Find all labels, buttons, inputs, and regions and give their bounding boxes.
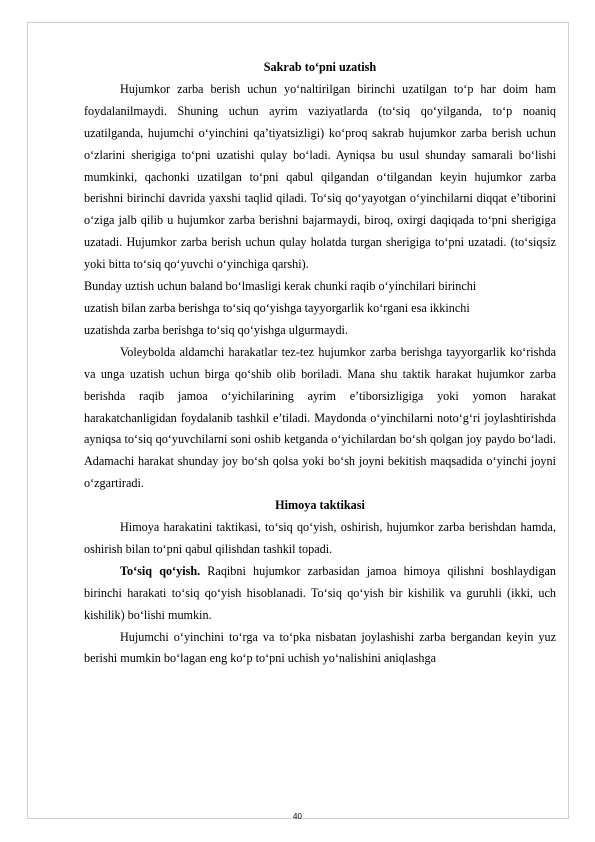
paragraph-6: Hujumchi o‘yinchini to‘rga va to‘pka nisbatan joylashishi zarba bergandan keyin yuz berishi mumkin bo‘lagan eng ko‘p to‘pni uchish yo‘nalishini aniqlashga bbox=[84, 629, 556, 666]
paragraph-4: Himoya harakatini taktikasi, to‘siq qo‘yish, oshirish, hujumkor zarba berishdan hamda, oshirish bilan to‘pni qabul qilishdan tashkil topadi. bbox=[84, 520, 556, 556]
paragraph-1: Hujumkor zarba berish uchun yo‘naltirilgan birinchi uzatilgan to‘p har doim ham foydalanilmaydi. Shuning uchun ayrim vaziyatlarda (to‘siq qo‘yilganda, to‘p noaniq uzatilganda, hujumchi o‘yinchini qa’tiyatsizligi) ko‘proq sakrab hujumkor zarba berish uchun o‘zlarini sherigiga to‘pni uzatishi qulay bo‘ladi. Ayniqsa bu usul shunday samarali bo‘lishi mumkinki, qachonki uzatilgan to‘pni qabul qilgandan o‘tilgandan keyin hujumkor zarba berishni birinchi davrida yaxshi taqlid qiladi. To‘siq qo‘yayotgan o‘yinchilarni diqqat e’tiborini o‘ziga jalb qilib u hujumkor zarba berishni bajarmaydi, biroq, oxirgi daqiqada to‘pni sherigiga uzatadi. Hujumkor zarba berish uchun qulay holatda turgan sherigiga to‘pni uzatadi. (to‘siqsiz yoki bitta to‘siq qo‘yuvchi o‘yinchiga qarshi). bbox=[84, 81, 556, 272]
document-body bbox=[84, 57, 556, 670]
section-heading-himoya: Himoya taktikasi bbox=[275, 498, 365, 513]
paragraph-2-line-1: Bunday uztish uchun baland bo‘lmasligi kerak chunki raqib o‘yinchilari birinchi bbox=[84, 279, 477, 294]
paragraph-5 bbox=[84, 561, 556, 627]
paragraph-2-line-2: uzatish bilan zarba berishga to‘siq qo‘yishga tayyorgarlik ko‘rgani esa ikkinchi bbox=[84, 300, 470, 315]
paragraph-2-line-3: uzatishda zarba berishga to‘siq qo‘yishga ulgurmaydi. bbox=[84, 322, 348, 337]
paragraph-5-text: Raqibni hujumkor zarbasidan jamoa himoya qilishni boshlaydigan birinchi harakati to‘siq qo‘yish hisoblanadi. To‘siq qo‘yish bir kishilik va guruhli (ikki, uch kishilik) bo‘lishi mumkin. bbox=[84, 563, 556, 622]
paragraph-3: Voleybolda aldamchi harakatlar tez-tez hujumkor zarba berishga tayyorgarlik ko‘rishda va unga uzatish uchun birga qo‘shib olib boriladi. Mana shu taktik harakat hujumkor zarba berishda raqib jamoa o‘yichilarining ayrim e’tiborsizligiga yoki yomon harakat harakatchanligidan foydalanib tashkil e’tiladi. Maydonda o‘yinchilarni noto‘g‘ri joylashtirishda ayniqsa to‘siq qo‘yuvchilarni soni oshib ketganda o‘yichilardan bo‘sh qolgan joy paydo bo‘ladi. Adamachi harakat shunday joy bo‘sh qolsa yoki bo‘sh joyni bekitish maqsadida o‘yinchi joyni o‘zgartiradi. bbox=[84, 344, 556, 491]
term-tosiq-qoyish: To‘siq qo‘yish. bbox=[120, 563, 201, 578]
page-number: 40 bbox=[293, 812, 302, 821]
section-heading-sakrab: Sakrab to‘pni uzatish bbox=[263, 60, 377, 74]
